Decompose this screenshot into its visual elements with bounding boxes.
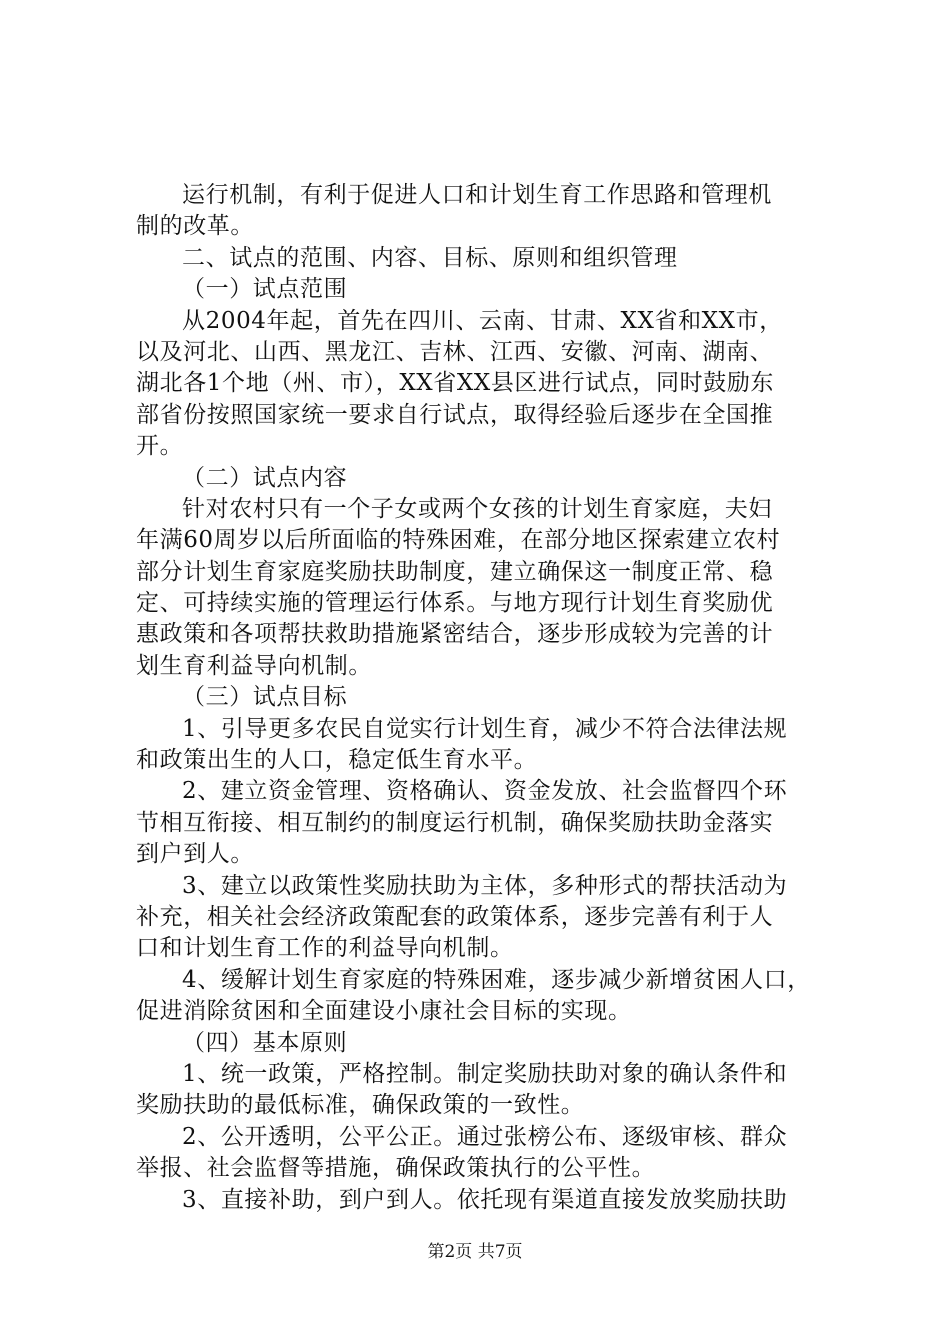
- text-line: 3、建立以政策性奖励扶助为主体，多种形式的帮扶活动为: [182, 872, 788, 899]
- text-line: 奖励扶助的最低标准，确保政策的一致性。: [136, 1092, 585, 1119]
- text-line: 口和计划生育工作的利益导向机制。: [136, 935, 514, 962]
- text-line: 举报、社会监督等措施，确保政策执行的公平性。: [136, 1155, 656, 1182]
- text-line: 2、建立资金管理、资格确认、资金发放、社会监督四个环: [182, 778, 788, 805]
- text-line: 1、统一政策，严格控制。制定奖励扶助对象的确认条件和: [182, 1060, 788, 1087]
- text-line: 2、公开透明，公平公正。通过张榜公布、逐级审核、群众: [182, 1123, 788, 1150]
- text-line: 定、可持续实施的管理运行体系。与地方现行计划生育奖励优: [136, 590, 774, 617]
- text-line: 补充，相关社会经济政策配套的政策体系，逐步完善有利于人: [136, 903, 774, 930]
- text-line: 以及河北、山西、黑龙江、吉林、江西、安徽、河南、湖南、: [136, 338, 774, 365]
- text-line: （三）试点目标: [182, 684, 348, 711]
- document-body: [136, 180, 836, 1216]
- text-line: 到户到人。: [136, 841, 254, 868]
- text-line: 从2004年起，首先在四川、云南、甘肃、XX省和XX市，: [182, 307, 783, 334]
- text-line: （一）试点范围: [182, 276, 348, 303]
- text-line: 开。: [136, 433, 184, 460]
- text-line: 1、引导更多农民自觉实行计划生育，减少不符合法律法规: [182, 715, 788, 742]
- text-line: 促进消除贫困和全面建设小康社会目标的实现。: [136, 998, 632, 1025]
- text-line: 4、缓解计划生育家庭的特殊困难，逐步减少新增贫困人口，: [182, 966, 811, 993]
- text-line: 3、直接补助，到户到人。依托现有渠道直接发放奖励扶助: [182, 1186, 788, 1213]
- text-line: 惠政策和各项帮扶救助措施紧密结合，逐步形成较为完善的计: [136, 621, 774, 648]
- text-line: （四）基本原则: [182, 1029, 348, 1056]
- text-line: 节相互衔接、相互制约的制度运行机制，确保奖励扶助金落实: [136, 809, 774, 836]
- text-line: 部省份按照国家统一要求自行试点，取得经验后逐步在全国推: [136, 401, 774, 428]
- text-line: 和政策出生的人口，稳定低生育水平。: [136, 747, 538, 774]
- text-line: 制的改革。: [136, 213, 254, 240]
- page-number-label: 第2页 共7页: [427, 1242, 523, 1262]
- text-line: （二）试点内容: [182, 464, 348, 491]
- page-footer: [0, 1240, 950, 1264]
- text-line: 划生育利益导向机制。: [136, 652, 372, 679]
- text-line: 部分计划生育家庭奖励扶助制度，建立确保这一制度正常、稳: [136, 558, 774, 585]
- text-line: 运行机制，有利于促进人口和计划生育工作思路和管理机: [182, 182, 772, 208]
- text-line: 湖北各1个地（州、市），XX省XX县区进行试点，同时鼓励东: [136, 370, 775, 397]
- text-line: 二、试点的范围、内容、目标、原则和组织管理: [182, 244, 678, 271]
- text-line: 年满60周岁以后所面临的特殊困难，在部分地区探索建立农村: [136, 527, 781, 554]
- text-line: 针对农村只有一个子女或两个女孩的计划生育家庭，夫妇: [182, 495, 772, 522]
